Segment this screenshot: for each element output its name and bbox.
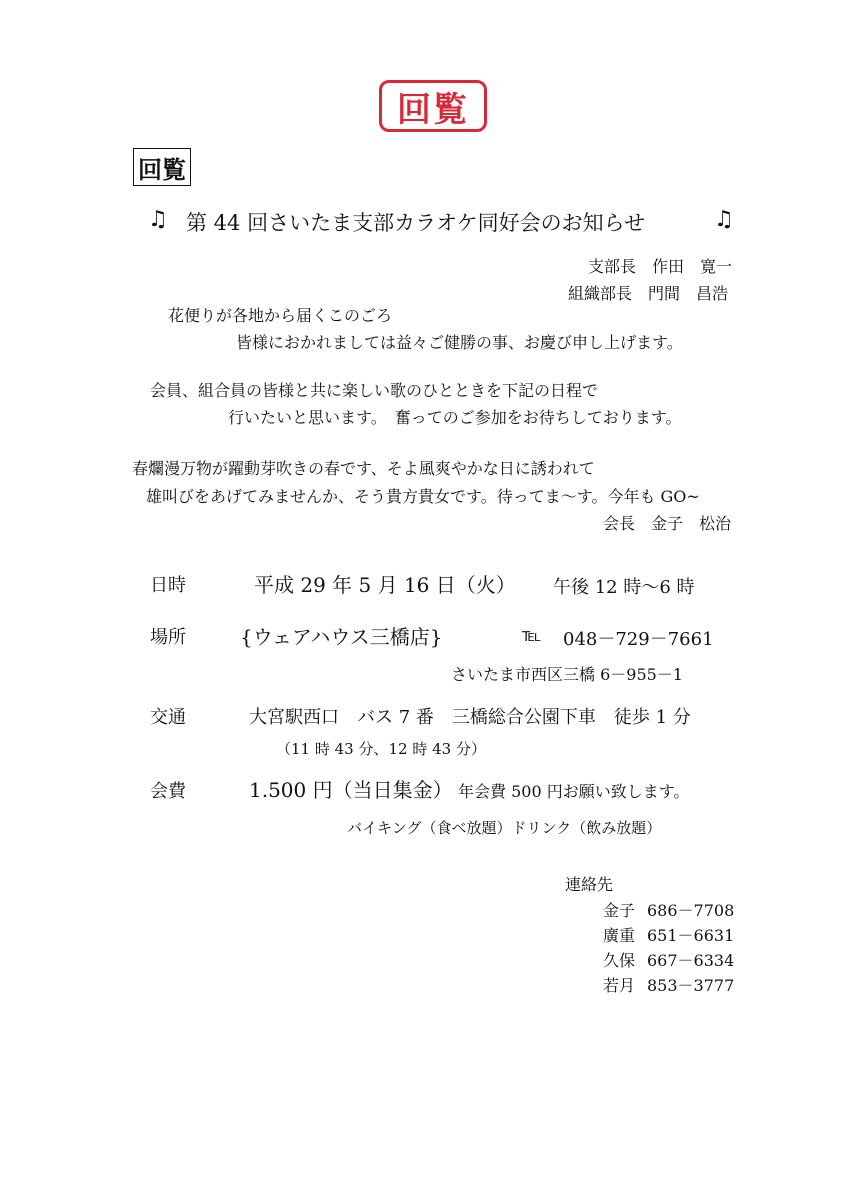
contact-phone: 686－7708	[647, 901, 735, 920]
fee-amount: 1.500 円（当日集金）	[249, 778, 453, 802]
music-note-icon: ♫	[148, 207, 168, 232]
signatory-role: 支部長	[588, 257, 637, 276]
spring-line-1: 春爛漫万物が躍動芽吹きの春です、そよ風爽やかな日に誘われて	[132, 459, 595, 478]
place-value: {ウェアハウス三橋店}	[240, 625, 443, 649]
spring-line-2: 雄叫びをあげてみませんか、そう貴方貴女です。待ってま～す。今年も GO~	[146, 487, 700, 506]
president-signature: 会長 金子 松治	[603, 514, 732, 533]
signatory-branch-chief	[588, 254, 732, 277]
signatory-role: 組織部長	[568, 284, 633, 303]
contact-name: 久保	[603, 951, 636, 970]
contact-phone: 853－3777	[647, 976, 735, 995]
contacts-heading: 連絡先	[565, 875, 614, 894]
invite-line-2: 行いたいと思います。 奮ってのご参加をお待ちしております。	[228, 408, 682, 427]
contact-name: 金子	[603, 901, 636, 920]
greeting-line-1: 花便りが各地から届くこのごろ	[168, 306, 393, 325]
fee-note: バイキング（食べ放題）ドリンク（飲み放題）	[347, 819, 662, 837]
date-value: 平成 29 年 5 月 16 日（火）	[254, 573, 516, 597]
date-label: 日時	[150, 575, 186, 596]
bus-times: （11 時 43 分、12 時 43 分）	[276, 740, 486, 758]
title-text: 第 44 回さいたま支部カラオケ同好会のお知らせ	[186, 211, 646, 235]
contact-row	[603, 898, 734, 921]
contact-phone: 651－6631	[647, 926, 735, 945]
tel-label: ℡	[522, 625, 542, 646]
address: さいたま市西区三橋 6－955－1	[451, 665, 683, 684]
fee-label: 会費	[150, 781, 186, 802]
signatory-name: 門間 昌浩	[648, 284, 729, 303]
contact-row	[603, 973, 734, 996]
music-note-icon: ♫	[714, 207, 734, 232]
tel-number: 048－729－7661	[563, 629, 714, 650]
contact-row	[603, 923, 734, 946]
contact-name: 廣重	[603, 926, 636, 945]
invite-line-1: 会員、組合員の皆様と共に楽しい歌のひとときを下記の日程で	[150, 381, 599, 400]
time-value: 午後 12 時～6 時	[553, 577, 695, 598]
transit-label: 交通	[150, 707, 186, 728]
transit-value: 大宮駅西口 バス 7 番 三橋総合公園下車 徒歩 1 分	[249, 707, 691, 728]
annual-fee: 年会費 500 円お願い致します。	[458, 782, 690, 801]
contact-name: 若月	[603, 976, 636, 995]
circulation-label: 回覧	[133, 148, 191, 186]
notice-title	[148, 207, 734, 235]
circulation-stamp: 回覧	[379, 80, 487, 132]
contact-row	[603, 948, 734, 971]
contact-phone: 667－6334	[647, 951, 735, 970]
place-label: 場所	[150, 627, 186, 648]
greeting-line-2: 皆様におかれましては益々ご健勝の事、お慶び申し上げます。	[236, 333, 683, 352]
signatory-organization-chief	[568, 281, 728, 304]
signatory-name: 作田 寛一	[652, 257, 733, 276]
